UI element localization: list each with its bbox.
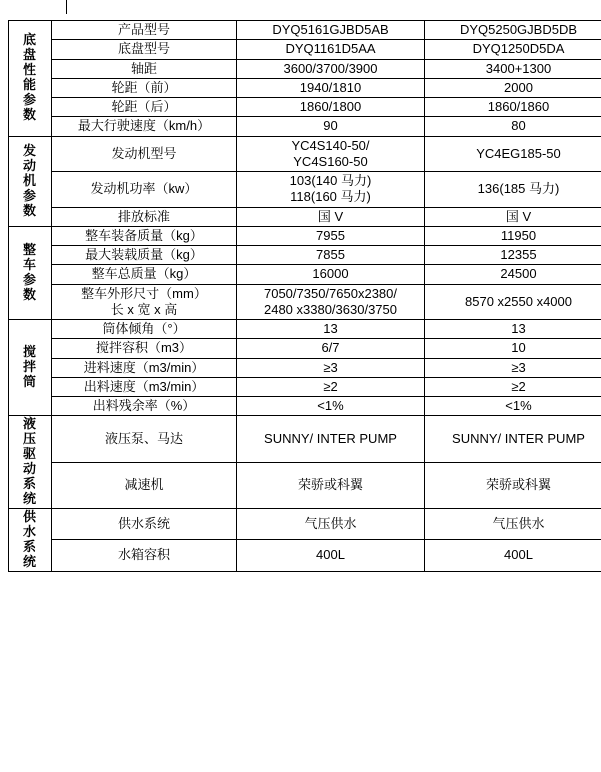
row-value-col1 xyxy=(237,284,425,320)
row-value-col1: 国 V xyxy=(237,207,425,226)
row-label: 轴距 xyxy=(52,59,237,78)
row-value-col1-line2: YC4S160-50 xyxy=(293,153,368,169)
row-label-line1: 整车外形尺寸（mm） xyxy=(81,285,207,301)
row-value-col1: DYQ1161D5AA xyxy=(237,40,425,59)
row-value-col2: 2000 xyxy=(425,78,601,97)
row-value-col2: 3400+1300 xyxy=(425,59,601,78)
row-value-col1: 1860/1800 xyxy=(237,98,425,117)
table-row xyxy=(9,98,601,117)
row-label: 减速机 xyxy=(52,462,237,508)
row-value-col1 xyxy=(237,136,425,172)
row-value-col1: ≥2 xyxy=(237,377,425,396)
row-label: 进料速度（m3/min） xyxy=(52,358,237,377)
group-label-hydraulic-drive: 液压驱动系统 xyxy=(9,416,52,509)
row-label: 最大行驶速度（km/h） xyxy=(52,117,237,136)
group-label-mixing-drum: 搅拌筒 xyxy=(9,320,52,416)
row-value-col2: YC4EG185-50 xyxy=(425,136,601,172)
row-value-col2: 11950 xyxy=(425,226,601,245)
row-label: 底盘型号 xyxy=(52,40,237,59)
row-value-col2: 136(185 马力) xyxy=(425,172,601,208)
table-row xyxy=(9,172,601,208)
row-label: 液压泵、马达 xyxy=(52,416,237,462)
row-value-col1: 1940/1810 xyxy=(237,78,425,97)
row-value-col1: 荣骄或科翼 xyxy=(237,462,425,508)
row-value-col2: 8570 x2550 x4000 xyxy=(425,284,601,320)
table-row xyxy=(9,59,601,78)
row-value-col2: 10 xyxy=(425,339,601,358)
row-label: 出料速度（m3/min） xyxy=(52,377,237,396)
table-row xyxy=(9,207,601,226)
row-label: 整车装备质量（kg） xyxy=(52,226,237,245)
row-label: 发动机型号 xyxy=(52,136,237,172)
row-value-col1: 气压供水 xyxy=(237,508,425,539)
table-row xyxy=(9,339,601,358)
row-label: 筒体倾角（°） xyxy=(52,320,237,339)
row-value-col2: 1860/1860 xyxy=(425,98,601,117)
row-label-line2: 长 x 宽 x 高 xyxy=(110,301,178,317)
row-label: 轮距（前） xyxy=(52,78,237,97)
table-row xyxy=(9,508,601,539)
table-row xyxy=(9,246,601,265)
table-row xyxy=(9,117,601,136)
table-row xyxy=(9,284,601,320)
row-value-col1: SUNNY/ INTER PUMP xyxy=(237,416,425,462)
group-label-engine: 发动机参数 xyxy=(9,136,52,226)
row-label xyxy=(52,284,237,320)
row-label: 轮距（后） xyxy=(52,98,237,117)
table-row xyxy=(9,78,601,97)
row-value-col2: DYQ5250GJBD5DB xyxy=(425,21,601,40)
row-value-col1: DYQ5161GJBD5AB xyxy=(237,21,425,40)
row-value-col2: 24500 xyxy=(425,265,601,284)
group-label-vehicle: 整车参数 xyxy=(9,226,52,319)
row-value-col1: 16000 xyxy=(237,265,425,284)
row-value-col1: 7855 xyxy=(237,246,425,265)
row-value-col2: 荣骄或科翼 xyxy=(425,462,601,508)
row-label: 最大装载质量（kg） xyxy=(52,246,237,265)
row-value-col1-line1: YC4S140-50/ xyxy=(291,137,370,153)
row-value-col2: 80 xyxy=(425,117,601,136)
table-row xyxy=(9,540,601,571)
row-value-col1: 6/7 xyxy=(237,339,425,358)
text-caret xyxy=(66,0,67,14)
row-value-col2: 12355 xyxy=(425,246,601,265)
specification-table xyxy=(8,20,601,572)
row-value-col2: ≥2 xyxy=(425,377,601,396)
row-value-col2: 气压供水 xyxy=(425,508,601,539)
row-value-col1: 400L xyxy=(237,540,425,571)
row-label: 整车总质量（kg） xyxy=(52,265,237,284)
row-label: 水箱容积 xyxy=(52,540,237,571)
row-label: 供水系统 xyxy=(52,508,237,539)
row-value-col1-line2: 118(160 马力) xyxy=(290,189,371,205)
table-row xyxy=(9,40,601,59)
row-value-col2: SUNNY/ INTER PUMP xyxy=(425,416,601,462)
row-value-col1-line1: 103(140 马力) xyxy=(289,173,372,188)
group-label-water-supply: 供水系统 xyxy=(9,508,52,571)
row-value-col2: 400L xyxy=(425,540,601,571)
row-value-col1: 13 xyxy=(237,320,425,339)
row-label: 产品型号 xyxy=(52,21,237,40)
row-value-col2: 国 V xyxy=(425,207,601,226)
group-label-chassis: 底盘性能参数 xyxy=(9,21,52,137)
table-row xyxy=(9,136,601,172)
row-label: 排放标准 xyxy=(52,207,237,226)
row-value-col1: 7955 xyxy=(237,226,425,245)
table-row xyxy=(9,416,601,462)
row-value-col1: 3600/3700/3900 xyxy=(237,59,425,78)
row-value-col1-line2: 2480 x3380/3630/3750 xyxy=(263,301,397,317)
row-label: 出料残余率（%） xyxy=(52,397,237,416)
row-value-col2: 13 xyxy=(425,320,601,339)
row-value-col2: DYQ1250D5DA xyxy=(425,40,601,59)
table-row xyxy=(9,320,601,339)
table-row xyxy=(9,21,601,40)
table-row xyxy=(9,397,601,416)
row-label: 搅拌容积（m3） xyxy=(52,339,237,358)
table-row xyxy=(9,265,601,284)
row-label: 发动机功率（kw） xyxy=(52,172,237,208)
table-row xyxy=(9,462,601,508)
table-row xyxy=(9,226,601,245)
row-value-col1-line1: 7050/7350/7650x2380/ xyxy=(263,285,397,301)
row-value-col1: <1% xyxy=(237,397,425,416)
table-row xyxy=(9,377,601,396)
row-value-col1 xyxy=(237,172,425,208)
row-value-col1: 90 xyxy=(237,117,425,136)
row-value-col2: ≥3 xyxy=(425,358,601,377)
table-row xyxy=(9,358,601,377)
row-value-col1: ≥3 xyxy=(237,358,425,377)
row-value-col2: <1% xyxy=(425,397,601,416)
